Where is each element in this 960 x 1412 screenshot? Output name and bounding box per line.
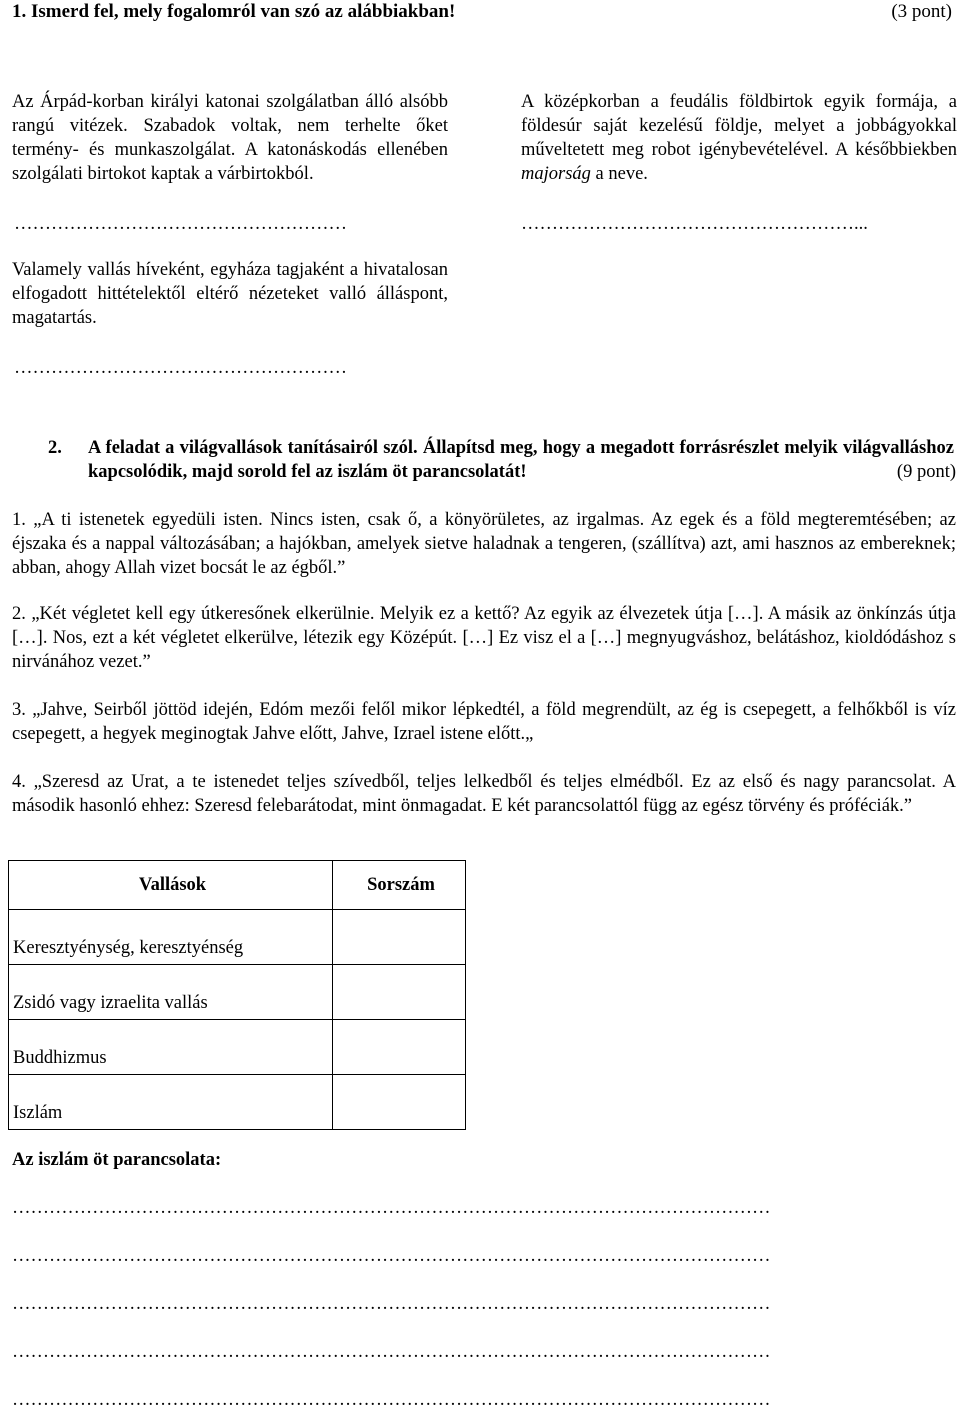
source-4: 4. „Szeresd az Urat, a te istenedet teljes szívedből, teljes lelkedből és teljes elmédből. Ez az első és nagy parancsolat. A második hasonló ehhez: Szeresd felebarátodat, mint önmagadat. E két parancsolattól függ az egész törvény és próféciák.” <box>12 772 956 816</box>
definition-a: Az Árpád-korban királyi katonai szolgálatban álló alsóbb rangú vitézek. Szabadok voltak, nem terhelte őket termény- és munkaszolgálat. A katonáskodás ellenében szolgálati birtokot kaptak a várbirtokból. <box>12 92 448 184</box>
answer-line-1[interactable]: …………………………………………………………………………………………………………… <box>12 1198 771 1218</box>
answer-line-a[interactable]: ……………………………………………… <box>14 214 347 234</box>
answer-line-2[interactable]: …………………………………………………………………………………………………………… <box>12 1246 771 1266</box>
number-cell-islam[interactable] <box>333 1075 466 1130</box>
task2-number: 2. <box>48 438 62 458</box>
islam-commandments-heading: Az iszlám öt parancsolata: <box>12 1150 222 1170</box>
table-row <box>9 965 466 1020</box>
religion-buddhism: Buddhizmus <box>9 1020 333 1075</box>
table-header-row <box>9 861 466 910</box>
religion-christianity: Keresztyénység, keresztyénség <box>9 910 333 965</box>
task1-heading <box>12 0 952 24</box>
answer-line-3[interactable]: …………………………………………………………………………………………………………… <box>12 1294 771 1314</box>
table-header-number: Sorszám <box>333 861 466 910</box>
number-cell-christianity[interactable] <box>333 910 466 965</box>
definition-b <box>521 90 957 186</box>
source-3: 3. „Jahve, Seirből jöttöd idején, Edóm mezői felől mikor lépkedtél, a föld megrendült, az ég is csepegett, a felhőkből is víz csepegett, a hegyek meginogtak Jahve előtt, Jahve, Izrael istene előtt.„ <box>12 700 956 744</box>
answer-line-b[interactable]: ………………………………………………... <box>521 214 868 234</box>
task2-heading-text: A feladat a világvallások tanításairól szól. Állapítsd meg, hogy a megadott forrásrészlet melyik világvalláshoz kapcsolódik, majd sorold fel az iszlám öt parancsolatát! <box>88 438 954 482</box>
answer-line-5[interactable]: …………………………………………………………………………………………………………… <box>12 1390 771 1410</box>
answer-line-4[interactable]: …………………………………………………………………………………………………………… <box>12 1342 771 1362</box>
task1-heading-text: 1. Ismerd fel, mely fogalomról van szó az alábbiakban! <box>12 1 456 22</box>
task1-points: (3 pont) <box>891 1 952 22</box>
religions-table <box>8 860 466 1130</box>
table-row <box>9 1075 466 1130</box>
source-2: 2. „Két végletet kell egy útkeresőnek elkerülnie. Melyik ez a kettő? Az egyik az élvezetek útja […]. A másik az önkínzás útja […]. Nos, ezt a két végletet elkerülve, létezik egy Középút. […] Ez visz el a […] megnyugváshoz, belátáshoz, kioldódáshoz s nirvánához vezet.” <box>12 604 956 672</box>
table-row <box>9 1020 466 1075</box>
table-row <box>9 910 466 965</box>
table-header-religions: Vallások <box>9 861 333 910</box>
number-cell-judaism[interactable] <box>333 965 466 1020</box>
definition-c: Valamely vallás híveként, egyháza tagjaként a hivatalosan elfogadott hittételektől eltérő nézeteket valló álláspont, magatartás. <box>12 260 448 328</box>
task2-heading <box>88 436 954 484</box>
answer-line-c[interactable]: ……………………………………………… <box>14 358 347 378</box>
definition-b-italic: majorság <box>521 164 591 184</box>
source-1: 1. „A ti istenetek egyedüli isten. Nincs isten, csak ő, a könyörületes, az irgalmas. Az egek és a föld megteremtésében; az éjszaka és a nappal változásában; a hajókban, amelyek sietve haladnak a tengeren, (szállítva) azt, ami hasznos az embereknek; abban, ahogy Allah vizet bocsát le az égből.” <box>12 510 956 578</box>
definition-b-text-1: A középkorban a feudális földbirtok egyik formája, a földesúr saját kezelésű földje, melyet a jobbágyokkal műveltetett meg robot igénybevételével. A későbbiekben <box>521 92 957 160</box>
number-cell-buddhism[interactable] <box>333 1020 466 1075</box>
religion-islam: Iszlám <box>9 1075 333 1130</box>
religion-judaism: Zsidó vagy izraelita vallás <box>9 965 333 1020</box>
definition-b-text-2: a neve. <box>590 164 648 184</box>
task2-points: (9 pont) <box>860 460 956 484</box>
